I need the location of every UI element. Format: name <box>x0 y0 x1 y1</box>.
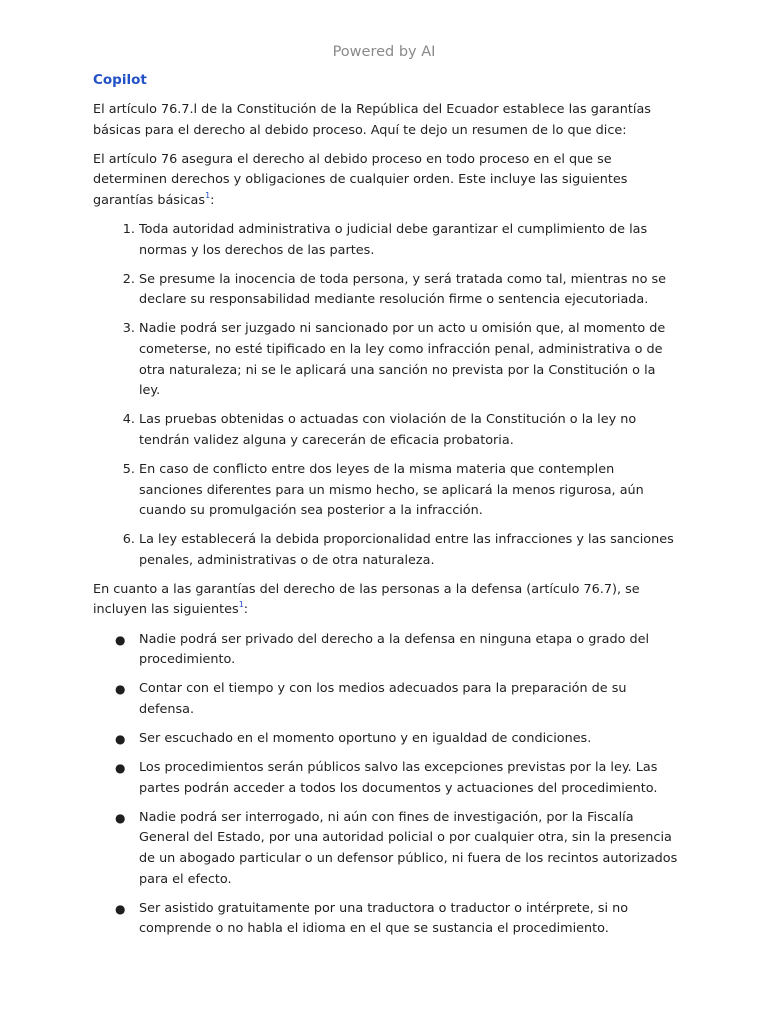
powered-by-label: Powered by AI <box>332 44 436 60</box>
article-paragraph-text: El artículo 76 asegura el derecho al debido proceso en todo proceso en el que se determinen derechos y obligaciones de cualquier orden. Este incluye las siguientes garantías básicas <box>93 151 628 208</box>
defense-list <box>93 630 678 940</box>
bullet-icon: ● <box>115 682 126 697</box>
list-item <box>115 630 678 671</box>
list-item <box>115 808 678 890</box>
bullet-icon: ● <box>115 761 126 776</box>
guarantees-list <box>93 220 678 571</box>
list-item-text: Los procedimientos serán públicos salvo las excepciones previstas por la ley. Las partes podrán acceder a todos los documentos y actuaciones del procedimiento. <box>139 760 658 796</box>
list-item <box>115 729 678 750</box>
bullet-icon: ● <box>115 810 126 825</box>
bullet-icon: ● <box>115 901 126 916</box>
defense-paragraph <box>93 580 678 621</box>
list-item <box>115 899 678 940</box>
document-body <box>93 100 678 948</box>
list-item-text: Nadie podrá ser privado del derecho a la defensa en ninguna etapa o grado del procedimiento. <box>139 631 650 668</box>
list-item: 4. Las pruebas obtenidas o actuadas con violación de la Constitución o la ley no tendrán validez alguna y carecerán de eficacia probatoria. <box>139 410 678 451</box>
list-item <box>115 679 678 720</box>
bullet-icon: ● <box>115 731 126 746</box>
defense-paragraph-text: En cuanto a las garantías del derecho de las personas a la defensa (artículo 76.7), se incluyen las siguientes <box>93 581 640 618</box>
list-item-text: Contar con el tiempo y con los medios adecuados para la preparación de su defensa. <box>139 681 627 717</box>
citation-ref[interactable]: 1 <box>238 600 244 610</box>
list-item <box>115 758 678 799</box>
copilot-brand: Copilot <box>93 72 147 88</box>
article-paragraph <box>93 150 678 212</box>
list-item: 5. En caso de conflicto entre dos leyes de la misma materia que contemplen sanciones diferentes para un mismo hecho, se aplicará la menos rigurosa, aún cuando su promulgación sea posterior a la infracción. <box>139 460 678 522</box>
list-item: 6. La ley establecerá la debida proporcionalidad entre las infracciones y las sanciones penales, administrativas o de otra naturaleza. <box>139 530 678 571</box>
list-item: 1. Toda autoridad administrativa o judicial debe garantizar el cumplimiento de las normas y los derechos de las partes. <box>139 220 678 261</box>
list-item: 2. Se presume la inocencia de toda persona, y será tratada como tal, mientras no se declare su responsabilidad mediante resolución firme o sentencia ejecutoriada. <box>139 270 678 311</box>
list-item-text: Ser escuchado en el momento oportuno y en igualdad de condiciones. <box>139 730 592 746</box>
article-paragraph-trail: : <box>210 192 215 208</box>
defense-paragraph-trail: : <box>243 602 249 618</box>
bullet-icon: ● <box>115 632 126 647</box>
list-item-text: Nadie podrá ser interrogado, ni aún con fines de investigación, por la Fiscalía General del Estado, por una autoridad policial o por cualquier otra, sin la presencia de un abogado particular o un defensor público, ni fuera de los recintos autorizados para el efecto. <box>139 809 678 887</box>
intro-paragraph: El artículo 76.7.l de la Constitución de la República del Ecuador establece las garantías básicas para el derecho al debido proceso. Aquí te dejo un resumen de lo que dice: <box>93 102 651 138</box>
list-item-text: Ser asistido gratuitamente por una traductora o traductor o intérprete, si no comprende o no habla el idioma en el que se sustancia el procedimiento. <box>139 900 629 937</box>
citation-ref[interactable]: 1 <box>205 190 211 200</box>
list-item: 3. Nadie podrá ser juzgado ni sancionado por un acto u omisión que, al momento de cometerse, no esté tipificado en la ley como infracción penal, administrativa o de otra naturaleza; ni se le aplicará una sanción no prevista por la Constitución o la ley. <box>139 319 678 401</box>
